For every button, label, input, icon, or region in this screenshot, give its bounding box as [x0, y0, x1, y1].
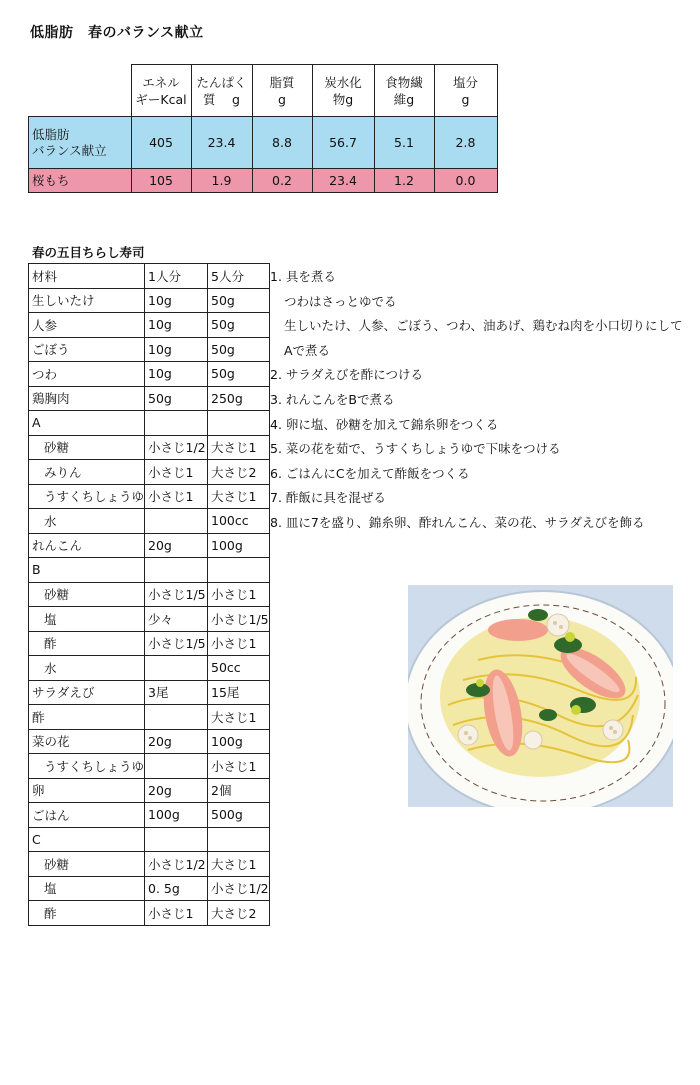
amount-one-serving: 10g	[145, 362, 208, 387]
ingredient-name: 砂糖	[29, 852, 145, 877]
ingredient-row	[29, 460, 270, 485]
value-carbohydrate: 56.7	[312, 117, 374, 169]
value-fiber: 5.1	[374, 117, 434, 169]
ingredient-name: サラダえび	[29, 680, 145, 705]
amount-five-servings: 500g	[208, 803, 270, 828]
amount-five-servings: 100cc	[208, 509, 270, 534]
ingredient-name: うすくちしょうゆ	[29, 754, 145, 779]
amount-five-servings: 大さじ1	[208, 484, 270, 509]
step-detail: Aで煮る	[284, 342, 331, 358]
ingredient-row	[29, 558, 270, 583]
amount-five-servings: 大さじ1	[208, 705, 270, 730]
step-detail: つわはさっとゆでる	[284, 293, 397, 309]
ingredient-name: みりん	[29, 460, 145, 485]
step-item: 5. 菜の花を茹で、うすくちしょうゆで下味をつける	[270, 441, 561, 457]
amount-one-serving	[145, 411, 208, 436]
step-item: 2. サラダえびを酢につける	[270, 367, 424, 383]
amount-one-serving: 小さじ1/5	[145, 631, 208, 656]
ingredient-row	[29, 631, 270, 656]
amount-five-servings: 小さじ1	[208, 754, 270, 779]
ingredient-name: 酢	[29, 631, 145, 656]
ingredient-row	[29, 607, 270, 632]
ingredient-row	[29, 582, 270, 607]
amount-five-servings: 50g	[208, 337, 270, 362]
ingredient-name: 砂糖	[29, 582, 145, 607]
amount-one-serving: 小さじ1/5	[145, 582, 208, 607]
nutrition-row-sakura-mochi	[29, 169, 498, 193]
amount-one-serving: 10g	[145, 313, 208, 338]
ingredient-name: 水	[29, 509, 145, 534]
value-carbohydrate: 23.4	[312, 169, 374, 193]
step-item: 4. 卵に塩、砂糖を加えて錦糸卵をつくる	[270, 416, 499, 432]
ingredient-row	[29, 411, 270, 436]
ingredient-name: 生しいたけ	[29, 288, 145, 313]
ingredient-name: C	[29, 827, 145, 852]
amount-one-serving	[145, 509, 208, 534]
page-title: 低脂肪 春のバランス献立	[30, 25, 204, 41]
nutrition-corner-cell	[29, 65, 132, 117]
ingredient-name: 砂糖	[29, 435, 145, 460]
header-protein: たんぱく 質 g	[191, 65, 252, 117]
amount-five-servings: 大さじ1	[208, 852, 270, 877]
ingredient-name: 人参	[29, 313, 145, 338]
ingredient-row	[29, 705, 270, 730]
amount-five-servings: 大さじ2	[208, 460, 270, 485]
amount-one-serving: 10g	[145, 337, 208, 362]
amount-five-servings: 5人分	[208, 264, 270, 289]
amount-five-servings: 小さじ1/2	[208, 876, 270, 901]
ingredient-row	[29, 778, 270, 803]
step-item: 8. 皿に7を盛り、錦糸卵、酢れんこん、菜の花、サラダえびを飾る	[270, 514, 645, 530]
ingredient-name: ごはん	[29, 803, 145, 828]
amount-one-serving: 小さじ1/2	[145, 852, 208, 877]
ingredient-row	[29, 362, 270, 387]
ingredient-row	[29, 901, 270, 926]
amount-one-serving	[145, 705, 208, 730]
amount-one-serving: 50g	[145, 386, 208, 411]
header-fat: 脂質 g	[252, 65, 312, 117]
ingredient-row	[29, 827, 270, 852]
amount-five-servings: 2個	[208, 778, 270, 803]
amount-five-servings: 15尾	[208, 680, 270, 705]
amount-five-servings: 大さじ2	[208, 901, 270, 926]
ingredient-row	[29, 876, 270, 901]
amount-one-serving: 小さじ1	[145, 460, 208, 485]
ingredient-row	[29, 656, 270, 681]
row-label: 低脂肪 バランス献立	[29, 117, 132, 169]
ingredient-name: つわ	[29, 362, 145, 387]
ingredients-table	[28, 263, 270, 926]
amount-one-serving: 100g	[145, 803, 208, 828]
header-salt: 塩分 g	[434, 65, 497, 117]
step-item: 6. ごはんにCを加えて酢飯をつくる	[270, 465, 470, 481]
value-fat: 8.8	[252, 117, 312, 169]
amount-one-serving: 0. 5g	[145, 876, 208, 901]
amount-one-serving: 20g	[145, 778, 208, 803]
recipe-steps	[270, 265, 683, 536]
row-label: 桜もち	[29, 169, 132, 193]
ingredient-name: 塩	[29, 607, 145, 632]
ingredient-row	[29, 435, 270, 460]
amount-one-serving	[145, 558, 208, 583]
value-salt: 0.0	[434, 169, 497, 193]
amount-one-serving: 20g	[145, 533, 208, 558]
step-detail: 生しいたけ、人参、ごぼう、つわ、油あげ、鶏むね肉を小口切りにして	[284, 318, 683, 334]
amount-five-servings	[208, 411, 270, 436]
ingredient-name: 菜の花	[29, 729, 145, 754]
ingredient-name: 鶏胸肉	[29, 386, 145, 411]
nutrition-row-balance-menu	[29, 117, 498, 169]
ingredient-row	[29, 533, 270, 558]
ingredient-name: れんこん	[29, 533, 145, 558]
amount-one-serving: 1人分	[145, 264, 208, 289]
value-energy: 105	[131, 169, 191, 193]
ingredient-row	[29, 803, 270, 828]
step-item: 1. 具を煮る	[270, 269, 336, 284]
value-salt: 2.8	[434, 117, 497, 169]
ingredient-name: B	[29, 558, 145, 583]
ingredient-row	[29, 680, 270, 705]
amount-five-servings: 小さじ1	[208, 582, 270, 607]
chirashi-sushi-illustration	[408, 585, 673, 807]
amount-five-servings	[208, 558, 270, 583]
ingredient-name: 塩	[29, 876, 145, 901]
ingredient-name: 卵	[29, 778, 145, 803]
amount-one-serving: 少々	[145, 607, 208, 632]
step-item: 7. 酢飯に具を混ぜる	[270, 490, 386, 506]
amount-five-servings: 100g	[208, 729, 270, 754]
value-fiber: 1.2	[374, 169, 434, 193]
ingredient-row	[29, 729, 270, 754]
amount-one-serving: 小さじ1	[145, 484, 208, 509]
nutrition-table	[28, 64, 498, 193]
ingredient-row	[29, 313, 270, 338]
amount-one-serving: 小さじ1	[145, 901, 208, 926]
amount-five-servings: 50cc	[208, 656, 270, 681]
amount-five-servings: 50g	[208, 288, 270, 313]
header-energy: エネル ギーKcal	[131, 65, 191, 117]
amount-one-serving	[145, 656, 208, 681]
amount-five-servings: 50g	[208, 362, 270, 387]
amount-five-servings: 250g	[208, 386, 270, 411]
ingredient-row	[29, 509, 270, 534]
ingredient-row	[29, 337, 270, 362]
ingredient-row	[29, 754, 270, 779]
amount-five-servings: 小さじ1	[208, 631, 270, 656]
recipe-title: 春の五目ちらし寿司	[32, 245, 145, 260]
ingredient-name: 水	[29, 656, 145, 681]
value-protein: 1.9	[191, 169, 252, 193]
amount-one-serving: 20g	[145, 729, 208, 754]
amount-five-servings	[208, 827, 270, 852]
ingredients-header-row	[29, 264, 270, 289]
amount-five-servings: 50g	[208, 313, 270, 338]
ingredient-name: ごぼう	[29, 337, 145, 362]
ingredient-name: 酢	[29, 901, 145, 926]
amount-one-serving	[145, 754, 208, 779]
header-fiber: 食物繊 維g	[374, 65, 434, 117]
value-fat: 0.2	[252, 169, 312, 193]
amount-five-servings: 大さじ1	[208, 435, 270, 460]
ingredient-name: 酢	[29, 705, 145, 730]
amount-one-serving: 3尾	[145, 680, 208, 705]
ingredient-name: A	[29, 411, 145, 436]
amount-one-serving: 小さじ1/2	[145, 435, 208, 460]
ingredient-name: 材料	[29, 264, 145, 289]
nutrition-header-row	[29, 65, 498, 117]
ingredient-row	[29, 484, 270, 509]
header-carbohydrate: 炭水化 物g	[312, 65, 374, 117]
ingredient-name: うすくちしょうゆ	[29, 484, 145, 509]
amount-one-serving: 10g	[145, 288, 208, 313]
ingredient-row	[29, 852, 270, 877]
value-energy: 405	[131, 117, 191, 169]
amount-one-serving	[145, 827, 208, 852]
ingredient-row	[29, 386, 270, 411]
value-protein: 23.4	[191, 117, 252, 169]
chirashi-sushi-photo	[408, 585, 673, 807]
amount-five-servings: 100g	[208, 533, 270, 558]
amount-five-servings: 小さじ1/5	[208, 607, 270, 632]
ingredient-row	[29, 288, 270, 313]
step-item: 3. れんこんをBで煮る	[270, 391, 395, 407]
